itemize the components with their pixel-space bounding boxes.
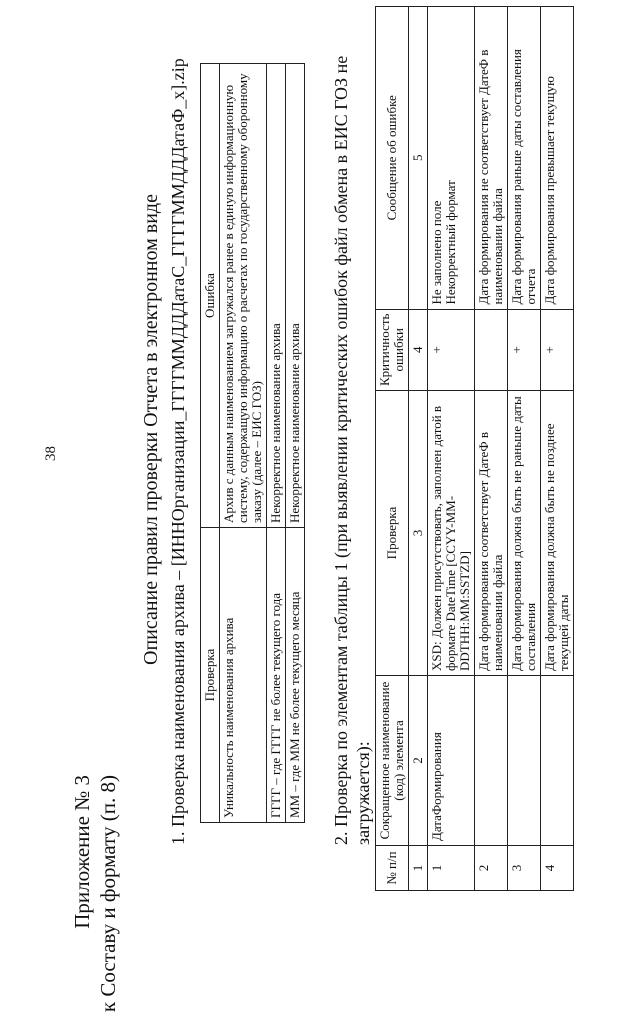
message-cell: Дата формирования не соответствует ДатеФ в наименовании файла <box>475 7 508 310</box>
table-row <box>508 7 541 891</box>
header-cell: № п/п <box>376 846 409 891</box>
index-cell: 3 <box>409 391 428 676</box>
check-cell: Дата формирования должна быть не раньше даты составления <box>508 391 541 676</box>
message-cell: Дата формирования превышает текущую <box>541 7 574 310</box>
table-row <box>267 64 286 823</box>
criticality-cell <box>475 309 508 390</box>
document-heading: Описание правил проверки Отчета в электронном виде <box>140 194 162 665</box>
section1-title: 1. Проверка наименования архива – [ИННОрганизации_ГГГГММДДДатаС_ГГГГММДДДатаФ_x].zip <box>168 58 188 845</box>
check-cell: Уникальность наименования архива <box>220 528 267 823</box>
header-cell: Критичность ошибки <box>376 309 409 390</box>
table-row <box>428 7 475 891</box>
check-cell: ММ – где ММ не более текущего месяца <box>286 528 305 823</box>
message-line: Некорректный формат <box>443 180 458 305</box>
element-name-cell: ДатаФормирования <box>428 676 475 846</box>
table-row <box>541 7 574 891</box>
check-cell: Дата формирования должна быть не позднее текущей даты <box>541 391 574 676</box>
message-cell <box>428 7 475 310</box>
error-cell: Архив с данным наименованием загружался ранее в единую информационную систему, содержащую информацию о расчетах по государственному оборонному заказу (далее – ЕИС ГОЗ) <box>220 64 267 528</box>
message-cell: Дата формирования раньше даты составления отчета <box>508 7 541 310</box>
index-cell: 5 <box>409 7 428 310</box>
header-cell: Проверка <box>201 528 220 823</box>
header-cell: Сокращенное наименование (код) элемента <box>376 676 409 846</box>
row-number-cell: 3 <box>508 846 541 891</box>
criticality-cell: + <box>541 309 574 390</box>
archive-name-check-table <box>200 63 305 823</box>
table-row <box>286 64 305 823</box>
check-cell: ГГГГ – где ГГГГ не более текущего года <box>267 528 286 823</box>
header-cell: Ошибка <box>201 64 220 528</box>
element-check-table <box>375 6 574 891</box>
error-cell: Некорректное наименование архива <box>286 64 305 528</box>
index-cell: 1 <box>409 846 428 891</box>
element-name-cell <box>541 676 574 846</box>
criticality-cell: + <box>428 309 475 390</box>
section2-title: 2. Проверка по элементам таблицы 1 (при выявлении критических ошибок файл обмена в ЕИС ГОЗ не загружается): <box>331 55 373 845</box>
table-row <box>475 7 508 891</box>
criticality-cell: + <box>508 309 541 390</box>
check-cell: XSD: Должен присутствовать, заполнен датой в формате DateTime [CCYY-MM-DDTHH:MM:SSTZD] <box>428 391 475 676</box>
index-cell: 2 <box>409 676 428 846</box>
element-number-cell: 1 <box>428 846 475 891</box>
element-name-cell <box>508 676 541 846</box>
index-cell: 4 <box>409 309 428 390</box>
table-header-row <box>376 7 409 891</box>
message-line: Не заполнено поле <box>429 200 444 305</box>
header-cell: Сообщение об ошибке <box>376 7 409 310</box>
column-index-row <box>409 7 428 891</box>
row-number-cell: 4 <box>541 846 574 891</box>
table-row <box>220 64 267 823</box>
annex-title: Приложение № 3 <box>70 775 94 929</box>
page-number: 38 <box>43 446 59 461</box>
table-header-row <box>201 64 220 823</box>
check-cell: Дата формирования соответствует ДатеФ в наименовании файла <box>475 391 508 676</box>
header-cell: Проверка <box>376 391 409 676</box>
error-cell: Некорректное наименование архива <box>267 64 286 528</box>
element-name-cell <box>475 676 508 846</box>
annex-subtitle: к Составу и формату (п. 8) <box>96 775 120 1012</box>
row-number-cell: 2 <box>475 846 508 891</box>
